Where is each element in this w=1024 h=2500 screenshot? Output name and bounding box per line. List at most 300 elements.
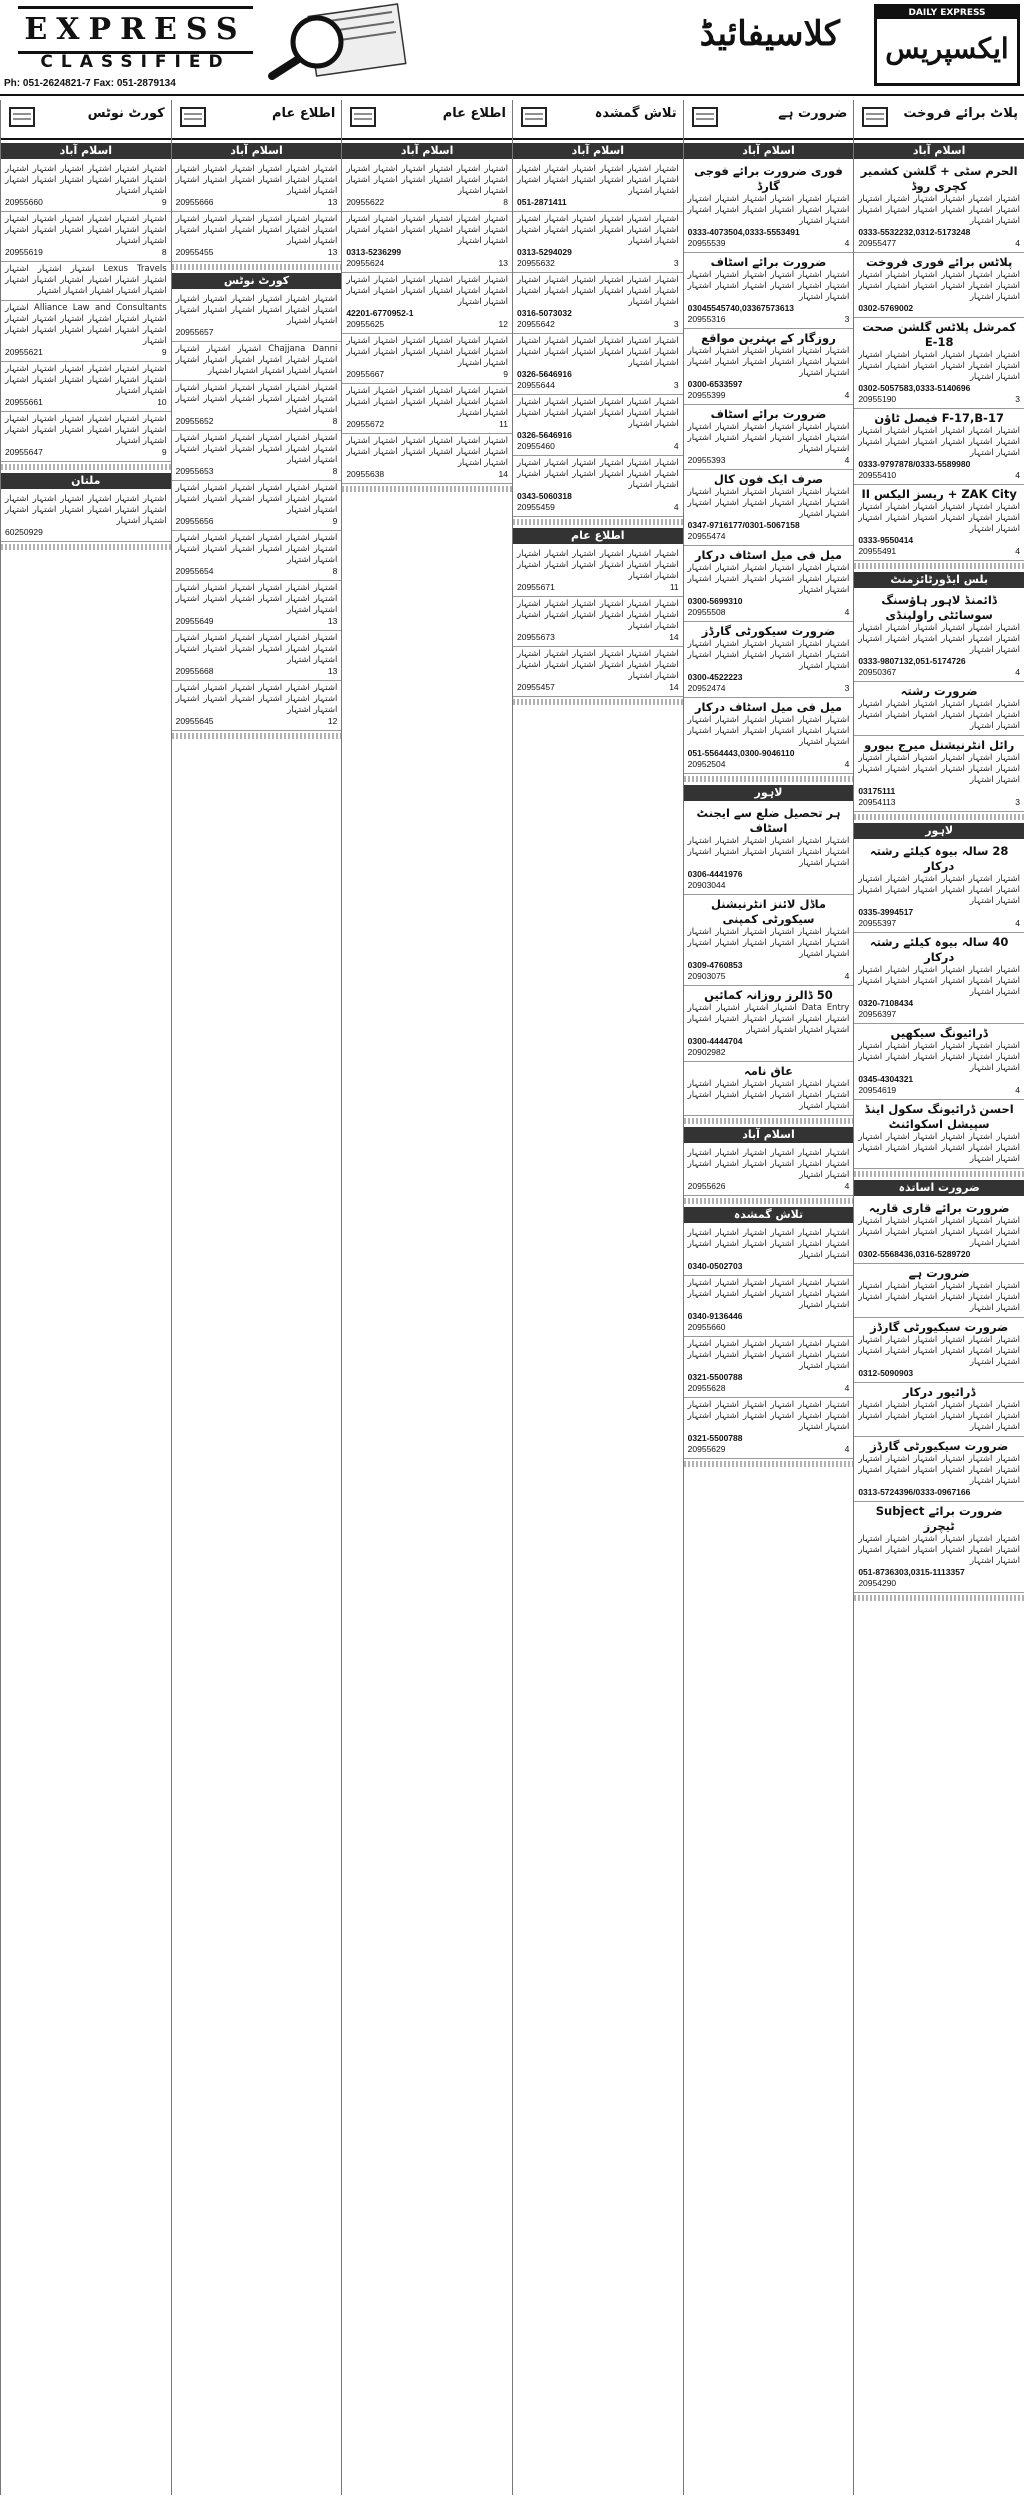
- ad-phone-number: 0302-5769002: [858, 303, 914, 313]
- classified-ad: [513, 212, 683, 273]
- ad-reference-row: [5, 197, 167, 208]
- column-heading: [513, 100, 683, 140]
- classified-ad: [684, 329, 854, 405]
- ad-reference-row: [517, 441, 679, 452]
- ad-word-count: 10: [157, 397, 167, 407]
- ad-phone-number: 03175111: [858, 786, 896, 796]
- column-heading: [172, 100, 342, 140]
- ad-reference-code: 20955668: [175, 666, 214, 676]
- column-title: ضرورت ہے: [778, 106, 848, 121]
- ad-body-text: اشتہار اشتہار اشتہار اشتہار اشتہار اشتہار اشتہار اشتہار اشتہار اشتہار اشتہار اشتہار اشتہار اشتہار: [517, 458, 679, 490]
- ad-phone-number: 051-2871411: [517, 197, 567, 207]
- classified-ad: [1, 212, 171, 262]
- ad-reference-row: [517, 319, 679, 330]
- ad-reference-code: 20955460: [517, 441, 555, 451]
- classified-ad: [854, 1502, 1024, 1593]
- ad-reference-row: [176, 566, 338, 577]
- ad-reference-code: 20955621: [5, 347, 43, 357]
- ad-reference-row: [858, 667, 1020, 678]
- ad-word-count: 9: [161, 197, 167, 207]
- section-divider: [684, 776, 854, 782]
- ad-reference-row: [688, 1047, 850, 1058]
- ad-body-text: اشتہار اشتہار اشتہار اشتہار اشتہار اشتہار اشتہار اشتہار اشتہار اشتہار اشتہار اشتہار اشتہار اشتہار: [858, 965, 1020, 997]
- ad-word-count: 13: [327, 616, 338, 626]
- ad-reference-code: 20955393: [687, 455, 726, 465]
- ad-body-text: اشتہار اشتہار اشتہار اشتہار اشتہار اشتہار اشتہار اشتہار اشتہار اشتہار اشتہار اشتہار اشتہار اشتہار: [346, 214, 508, 246]
- ad-body-text: اشتہار اشتہار اشتہار اشتہار اشتہار اشتہار اشتہار اشتہار اشتہار اشتہار اشتہار اشتہار اشتہار اشتہار: [687, 1228, 850, 1260]
- ad-word-count: 3: [673, 380, 679, 390]
- section-city-label: اسلام آباد: [854, 143, 1024, 159]
- ad-reference-code: 20955672: [346, 419, 385, 429]
- section-city-label: اسلام آباد: [513, 143, 683, 159]
- ad-word-count: 3: [844, 683, 850, 693]
- ad-word-count: 12: [498, 319, 508, 329]
- ad-phone-number: 0343-5060318: [517, 491, 572, 501]
- classified-ad: [172, 342, 342, 381]
- ad-reference-row: [517, 582, 679, 593]
- ad-reference-row: [858, 546, 1020, 557]
- ad-reference-row: [517, 258, 679, 269]
- section-city-label: ضرورت اساتذہ: [854, 1180, 1024, 1196]
- ad-headline: صرف ایک فون کال: [713, 472, 824, 486]
- ad-reference-code: 20955626: [687, 1181, 726, 1191]
- ad-body-text: اشتہار اشتہار اشتہار اشتہار اشتہار اشتہار اشتہار اشتہار اشتہار اشتہار اشتہار اشتہار اشتہار اشتہار: [5, 364, 167, 396]
- ad-body-text: اشتہار اشتہار اشتہار اشتہار اشتہار اشتہار اشتہار اشتہار اشتہار اشتہار اشتہار اشتہار اشتہار اشتہار: [858, 699, 1020, 731]
- ad-phone-number: 0333-9797878/0333-5589980: [858, 459, 971, 469]
- express-logo: [874, 4, 1020, 86]
- classified-column: [853, 100, 1024, 2495]
- classified-ad: [684, 1276, 854, 1337]
- ad-reference-code: 20955649: [175, 616, 214, 626]
- ad-body-text: اشتہار اشتہار اشتہار اشتہار اشتہار اشتہار اشتہار اشتہار اشتہار اشتہار اشتہار اشتہار اشتہار اشتہار: [687, 487, 850, 519]
- ad-body-text: اشتہار اشتہار اشتہار اشتہار اشتہار اشتہار اشتہار اشتہار اشتہار اشتہار اشتہار اشتہار اشتہار اشتہار: [858, 1335, 1020, 1367]
- classified-column: [512, 100, 683, 2495]
- ad-phone-number: 0306-4441976: [687, 869, 743, 879]
- ad-word-count: 14: [669, 632, 679, 642]
- classified-ad: [342, 384, 512, 434]
- ad-headline: 50 ڈالرز روزانہ کمائیں: [704, 988, 833, 1002]
- ad-word-count: 8: [161, 247, 167, 257]
- ad-phone-number: 0340-9136446: [687, 1311, 743, 1321]
- classified-column: [341, 100, 512, 2495]
- ad-reference-row: [346, 197, 508, 208]
- ad-body-text: اشتہار اشتہار اشتہار اشتہار اشتہار اشتہار اشتہار اشتہار اشتہار اشتہار اشتہار اشتہار اشتہار اشتہار: [687, 563, 850, 595]
- ad-reference-code: 20955654: [175, 566, 214, 576]
- column-title: پلاٹ برائے فروخت: [903, 106, 1018, 121]
- ad-headline: ہر تحصیل ضلع سے ایجنٹ اسٹاف: [696, 806, 841, 835]
- ad-word-count: 14: [498, 469, 508, 479]
- ad-reference-code: 20955652: [175, 416, 214, 426]
- ad-phone-number: 0340-0502703: [687, 1261, 743, 1271]
- ad-reference-row: [346, 469, 508, 480]
- ad-reference-row: [688, 314, 850, 325]
- ad-reference-row: [346, 319, 508, 330]
- ad-headline: 40 سالہ بیوہ کیلئے رشتہ درکار: [869, 935, 1009, 964]
- ad-reference-row: [688, 238, 850, 249]
- ad-body-text: اشتہار اشتہار اشتہار اشتہار اشتہار اشتہار اشتہار اشتہار اشتہار اشتہار اشتہار اشتہار اشتہار اشتہار: [687, 346, 850, 378]
- ad-phone-number: 42201-6770952-1: [346, 308, 414, 318]
- ad-reference-code: 20952474: [687, 683, 726, 693]
- column-heading: [854, 100, 1024, 140]
- section-divider: [513, 699, 683, 705]
- classified-ad: [1, 262, 171, 301]
- ad-reference-code: 20955622: [346, 197, 385, 207]
- column-title: اطلاع عام: [272, 106, 336, 121]
- ad-reference-row: [346, 419, 508, 430]
- ad-word-count: 4: [1015, 918, 1020, 928]
- ad-body-text: اشتہار اشتہار اشتہار اشتہار اشتہار اشتہار اشتہار اشتہار اشتہار اشتہار اشتہار اشتہار اشتہار اشتہار: [346, 436, 508, 468]
- classified-ad: [513, 597, 683, 647]
- classified-ad: [172, 531, 342, 581]
- ad-body-text: اشتہار اشتہار اشتہار اشتہار اشتہار اشتہار اشتہار اشتہار اشتہار اشتہار اشتہار اشتہار اشتہار اشتہار: [175, 383, 338, 415]
- classified-ad: [854, 1318, 1024, 1383]
- section-divider: [854, 1171, 1024, 1177]
- ad-body-text: اشتہار اشتہار اشتہار اشتہار اشتہار اشتہار اشتہار اشتہار اشتہار اشتہار اشتہار اشتہار اشتہار اشتہار: [858, 874, 1020, 906]
- classified-column: [683, 100, 854, 2495]
- ad-body-text: اشتہار اشتہار اشتہار اشتہار اشتہار اشتہار اشتہار اشتہار اشتہار اشتہار اشتہار اشتہار اشتہار اشتہار: [5, 164, 167, 196]
- ad-reference-code: 20903075: [687, 971, 726, 981]
- classified-ad: [854, 1100, 1024, 1169]
- ad-word-count: 3: [673, 258, 679, 268]
- ad-body-text: اشتہار اشتہار اشتہار اشتہار اشتہار اشتہار اشتہار اشتہار اشتہار اشتہار اشتہار اشتہار اشتہار اشتہار: [517, 649, 679, 681]
- ad-word-count: 3: [673, 319, 679, 329]
- ad-phone-number: 0300-5699310: [687, 596, 743, 606]
- ad-word-count: 4: [1015, 470, 1020, 480]
- ad-headline: ضرورت برائے اسٹاف: [710, 255, 827, 269]
- ad-body-text: Chajjana Danni اشتہار اشتہار اشتہار اشتہار اشتہار اشتہار اشتہار اشتہار اشتہار اشتہار اشتہار اشتہار اشتہار اشتہار: [175, 344, 338, 376]
- ad-reference-row: [688, 1322, 850, 1333]
- ad-body-text: اشتہار اشتہار اشتہار اشتہار اشتہار اشتہار اشتہار اشتہار اشتہار اشتہار اشتہار اشتہار اشتہار اشتہار: [858, 1041, 1020, 1073]
- ad-phone-number: 0302-5568436,0316-5289720: [858, 1249, 971, 1259]
- ad-reference-row: [346, 258, 508, 269]
- ad-phone-number: 0313-5236299: [346, 247, 402, 257]
- ad-reference-code: 20955666: [175, 197, 214, 207]
- classified-ad: [1, 492, 171, 542]
- ad-reference-row: [688, 390, 850, 401]
- classified-ad: [684, 698, 854, 774]
- section-city-label: اسلام آباد: [172, 143, 342, 159]
- ad-headline: 28 سالہ بیوہ کیلئے رشتہ درکار: [869, 844, 1009, 873]
- ad-reference-code: 20955491: [858, 546, 897, 556]
- column-heading: [684, 100, 854, 140]
- ad-headline: ضرورت ہے: [908, 1266, 970, 1280]
- ad-word-count: 4: [844, 1181, 850, 1191]
- ad-phone-number: 0316-5073032: [517, 308, 572, 318]
- ad-body-text: Data Entry اشتہار اشتہار اشتہار اشتہار اشتہار اشتہار اشتہار اشتہار اشتہار اشتہار اشتہار اشتہار اشتہار اشتہار: [687, 1003, 850, 1035]
- wanted-sign-icon: [690, 104, 720, 130]
- ad-reference-row: [688, 683, 850, 694]
- ad-word-count: 4: [844, 1444, 850, 1454]
- ad-phone-number: 0333-4073504,0333-5553491: [687, 227, 800, 237]
- classified-ad: [684, 1337, 854, 1398]
- classified-ad: [854, 1437, 1024, 1502]
- ad-headline: میل فی میل اسٹاف درکار: [694, 548, 843, 562]
- ad-body-text: اشتہار اشتہار اشتہار اشتہار اشتہار اشتہار اشتہار اشتہار اشتہار اشتہار اشتہار اشتہار اشتہار اشتہار: [346, 336, 508, 368]
- ad-reference-row: [176, 197, 338, 208]
- ad-body-text: اشتہار اشتہار اشتہار اشتہار اشتہار اشتہار اشتہار اشتہار اشتہار اشتہار اشتہار اشتہار اشتہار اشتہار: [5, 214, 167, 246]
- ad-body-text: اشتہار اشتہار اشتہار اشتہار اشتہار اشتہار اشتہار اشتہار اشتہار اشتہار اشتہار اشتہار اشتہار اشتہار: [687, 422, 850, 454]
- masthead-subtitle: CLASSIFIED: [40, 52, 231, 72]
- column-title: تلاش گمشدہ: [594, 106, 677, 121]
- ad-body-text: اشتہار اشتہار اشتہار اشتہار اشتہار اشتہار اشتہار اشتہار اشتہار اشتہار اشتہار اشتہار اشتہار اشتہار: [858, 350, 1020, 382]
- section-city-label: لاہور: [854, 823, 1024, 839]
- ad-headline: روزگار کے بہترین مواقع: [701, 331, 836, 345]
- ad-reference-row: [176, 466, 338, 477]
- ad-reference-code: 20955539: [687, 238, 726, 248]
- ad-reference-code: 20955660: [687, 1322, 726, 1332]
- ad-reference-code: 20955619: [5, 247, 43, 257]
- ad-word-count: 9: [332, 516, 338, 526]
- ad-body-text: اشتہار اشتہار اشتہار اشتہار اشتہار اشتہار اشتہار اشتہار اشتہار اشتہار اشتہار اشتہار اشتہار اشتہار: [858, 1132, 1020, 1164]
- classified-ad: [513, 395, 683, 456]
- megaphone-icon: [178, 104, 208, 130]
- classified-ad: [1, 362, 171, 412]
- ad-reference-code: 20955645: [175, 716, 214, 726]
- classified-ad: [172, 381, 342, 431]
- classified-ad: [854, 933, 1024, 1024]
- classified-ad: [854, 1199, 1024, 1264]
- ad-reference-row: [688, 759, 850, 770]
- ad-body-text: اشتہار اشتہار اشتہار اشتہار اشتہار اشتہار اشتہار اشتہار اشتہار اشتہار اشتہار اشتہار اشتہار اشتہار: [858, 753, 1020, 785]
- ad-reference-code: 20902982: [687, 1047, 726, 1057]
- ad-reference-code: 20954290: [858, 1578, 897, 1588]
- ad-word-count: 3: [1015, 797, 1020, 807]
- ad-reference-code: 20955629: [687, 1444, 726, 1454]
- classified-ad: [1, 412, 171, 462]
- ad-body-text: اشتہار اشتہار اشتہار اشتہار اشتہار اشتہار اشتہار اشتہار اشتہار اشتہار اشتہار اشتہار اشتہار اشتہار: [175, 683, 338, 715]
- ad-word-count: 3: [1015, 394, 1020, 404]
- ad-reference-code: 20955316: [687, 314, 726, 324]
- ad-reference-code: 20955671: [517, 582, 555, 592]
- logo-text: ایکسپریس: [885, 32, 1009, 65]
- ad-reference-code: 20955644: [517, 380, 555, 390]
- section-divider: [684, 1118, 854, 1124]
- ad-reference-code: 20955455: [175, 247, 214, 257]
- ad-reference-code: 20950367: [858, 667, 897, 677]
- ad-phone-number: 0347-9716177/0301-5067158: [687, 520, 800, 530]
- classified-ad: [854, 1383, 1024, 1437]
- classified-ad: [684, 405, 854, 470]
- magnifier-newspaper-icon: [262, 2, 412, 80]
- ad-body-text: Alliance Law and Consultants اشتہار اشتہار اشتہار اشتہار اشتہار اشتہار اشتہار اشتہار اشتہار اشتہار اشتہار اشتہار اشتہار اشتہار: [5, 303, 167, 346]
- ad-word-count: 8: [332, 566, 338, 576]
- ad-phone-number: 0312-5090903: [858, 1368, 914, 1378]
- ad-phone-number: 0345-4304321: [858, 1074, 914, 1084]
- ad-reference-row: [858, 394, 1020, 405]
- ad-body-text: اشتہار اشتہار اشتہار اشتہار اشتہار اشتہار اشتہار اشتہار اشتہار اشتہار اشتہار اشتہار اشتہار اشتہار: [858, 270, 1020, 302]
- ad-word-count: 3: [844, 314, 850, 324]
- section-city-label: اطلاع عام: [513, 528, 683, 544]
- ad-reference-code: 20955632: [517, 258, 555, 268]
- ad-body-text: اشتہار اشتہار اشتہار اشتہار اشتہار اشتہار اشتہار اشتہار اشتہار اشتہار اشتہار اشتہار اشتہار اشتہار: [517, 549, 679, 581]
- ad-reference-row: [858, 918, 1020, 929]
- classified-ad: [342, 162, 512, 212]
- ad-body-text: اشتہار اشتہار اشتہار اشتہار اشتہار اشتہار اشتہار اشتہار اشتہار اشتہار اشتہار اشتہار اشتہار اشتہار: [687, 639, 850, 671]
- ad-phone-number: 0300-6533597: [687, 379, 743, 389]
- classified-ad: [172, 481, 342, 531]
- ad-headline: ڈائمنڈ لاہور ہاؤسنگ سوسائٹی راولپنڈی: [881, 593, 997, 622]
- classified-ad: [684, 470, 854, 546]
- classified-ad: [172, 681, 342, 731]
- classified-ad: [684, 253, 854, 329]
- classified-ad: [513, 547, 683, 597]
- masthead-rule: [0, 94, 1024, 96]
- ad-word-count: 13: [327, 666, 338, 676]
- for-sale-sign-icon: [860, 104, 890, 130]
- ad-reference-row: [858, 1085, 1020, 1096]
- ad-body-text: اشتہار اشتہار اشتہار اشتہار اشتہار اشتہار اشتہار اشتہار اشتہار اشتہار اشتہار اشتہار اشتہار اشتہار: [858, 1534, 1020, 1566]
- classified-ad: [854, 485, 1024, 561]
- ad-word-count: 13: [327, 197, 338, 207]
- column-heading: [342, 100, 512, 140]
- ad-word-count: 4: [844, 607, 850, 617]
- ad-reference-row: [176, 416, 338, 427]
- ad-body-text: اشتہار اشتہار اشتہار اشتہار اشتہار اشتہار اشتہار اشتہار اشتہار اشتہار اشتہار اشتہار اشتہار اشتہار: [175, 433, 338, 465]
- ad-word-count: 8: [332, 466, 338, 476]
- section-city-label: اسلام آباد: [684, 143, 854, 159]
- ad-body-text: اشتہار اشتہار اشتہار اشتہار اشتہار اشتہار اشتہار اشتہار اشتہار اشتہار اشتہار اشتہار اشتہار اشتہار: [687, 715, 850, 747]
- masthead-title: EXPRESS: [18, 6, 253, 54]
- classified-ad: [854, 1264, 1024, 1318]
- ad-reference-row: [858, 1009, 1020, 1020]
- classified-ad: [513, 456, 683, 517]
- classified-ad: [172, 581, 342, 631]
- ad-phone-number: 0321-5500788: [687, 1372, 743, 1382]
- ad-reference-row: [176, 516, 338, 527]
- ad-reference-code: 20955642: [517, 319, 555, 329]
- ad-reference-code: 20955660: [5, 197, 43, 207]
- ad-phone-number: 051-8736303,0315-1113357: [858, 1567, 965, 1577]
- ad-word-count: 8: [503, 197, 508, 207]
- section-divider: [172, 733, 342, 739]
- ad-word-count: 4: [673, 441, 679, 451]
- ad-body-text: اشتہار اشتہار اشتہار اشتہار اشتہار اشتہار اشتہار اشتہار اشتہار اشتہار اشتہار اشتہار اشتہار اشتہار: [175, 214, 338, 246]
- ad-body-text: اشتہار اشتہار اشتہار اشتہار اشتہار اشتہار اشتہار اشتہار اشتہار اشتہار اشتہار اشتہار اشتہار اشتہار: [858, 426, 1020, 458]
- ad-reference-code: 20955477: [858, 238, 897, 248]
- ad-word-count: 4: [844, 390, 850, 400]
- ad-headline: ڈرائیور درکار: [902, 1385, 976, 1399]
- section-city-label: ملتان: [1, 473, 171, 489]
- ad-reference-code: 60250929: [5, 527, 43, 537]
- ad-reference-row: [688, 1181, 850, 1192]
- classified-ad: [854, 842, 1024, 933]
- section-divider: [1, 544, 171, 550]
- ad-reference-code: 20955190: [858, 394, 897, 404]
- classified-column: [0, 100, 171, 2495]
- ad-word-count: 4: [844, 1383, 850, 1393]
- ad-reference-code: 20955508: [687, 607, 726, 617]
- ad-headline: میل فی میل اسٹاف درکار: [694, 700, 843, 714]
- ad-body-text: اشتہار اشتہار اشتہار اشتہار اشتہار اشتہار اشتہار اشتہار اشتہار اشتہار اشتہار اشتہار اشتہار اشتہار: [858, 1281, 1020, 1313]
- section-city-label: لاہور: [684, 785, 854, 801]
- ad-headline: ضرورت برائے قاری قاریہ: [868, 1201, 1010, 1215]
- ad-reference-code: 20955459: [517, 502, 555, 512]
- classified-column: [171, 100, 342, 2495]
- ad-body-text: اشتہار اشتہار اشتہار اشتہار اشتہار اشتہار اشتہار اشتہار اشتہار اشتہار اشتہار اشتہار اشتہار اشتہار: [687, 1400, 850, 1432]
- ad-word-count: 4: [844, 971, 850, 981]
- ad-reference-code: 20955399: [687, 390, 726, 400]
- ad-reference-row: [688, 880, 850, 891]
- ad-headline: پلاٹس برائے فوری فروخت: [866, 255, 1013, 269]
- ad-reference-row: [5, 347, 167, 358]
- classified-ad: [684, 804, 854, 895]
- ad-body-text: اشتہار اشتہار اشتہار اشتہار اشتہار اشتہار اشتہار اشتہار اشتہار اشتہار اشتہار اشتہار اشتہار اشتہار: [687, 1339, 850, 1371]
- classified-ad: [684, 546, 854, 622]
- classified-ad: [854, 318, 1024, 409]
- ad-reference-row: [688, 1383, 850, 1394]
- ad-word-count: 4: [1015, 238, 1020, 248]
- section-divider: [342, 486, 512, 492]
- ad-body-text: اشتہار اشتہار اشتہار اشتہار اشتہار اشتہار اشتہار اشتہار اشتہار اشتہار اشتہار اشتہار اشتہار اشتہار: [517, 336, 679, 368]
- classified-ad: [684, 986, 854, 1062]
- ad-headline: احسن ڈرائیونگ سکول اینڈ سپیشل اسکوائنٹ: [864, 1102, 1014, 1131]
- classified-ad: [172, 292, 342, 342]
- classified-ad: [342, 273, 512, 334]
- ad-word-count: 11: [669, 582, 679, 592]
- classified-ad: [172, 162, 342, 212]
- ad-word-count: 4: [844, 759, 850, 769]
- ad-phone-number: 0333-9550414: [858, 535, 914, 545]
- section-divider: [172, 264, 342, 270]
- classified-ad: [854, 409, 1024, 485]
- ad-headline: ضرورت رشتہ: [900, 684, 978, 698]
- section-divider: [854, 563, 1024, 569]
- ad-body-text: اشتہار اشتہار اشتہار اشتہار اشتہار اشتہار اشتہار اشتہار اشتہار اشتہار اشتہار اشتہار اشتہار اشتہار: [858, 1216, 1020, 1248]
- ad-phone-number: 0326-5646916: [517, 430, 572, 440]
- ad-body-text: اشتہار اشتہار اشتہار اشتہار اشتہار اشتہار اشتہار اشتہار اشتہار اشتہار اشتہار اشتہار اشتہار اشتہار: [175, 483, 338, 515]
- ad-reference-row: [5, 397, 167, 408]
- ad-headline: ضرورت سیکیورٹی گارڈز: [870, 1439, 1009, 1453]
- classified-ad: [854, 253, 1024, 318]
- ad-headline: ضرورت برائے Subject ٹیچرز: [875, 1504, 1003, 1533]
- courthouse-icon: [7, 104, 37, 130]
- ad-body-text: اشتہار اشتہار اشتہار اشتہار اشتہار اشتہار اشتہار اشتہار اشتہار اشتہار اشتہار اشتہار اشتہار اشتہار: [858, 194, 1020, 226]
- ad-body-text: اشتہار اشتہار اشتہار اشتہار اشتہار اشتہار اشتہار اشتہار اشتہار اشتہار اشتہار اشتہار اشتہار اشتہار: [687, 1079, 850, 1111]
- classified-ad: [684, 622, 854, 698]
- ad-phone-number: 051-5564443,0300-9046110: [687, 748, 795, 758]
- ad-reference-code: 20955410: [858, 470, 897, 480]
- section-divider: [1, 464, 171, 470]
- classified-ad: [684, 895, 854, 986]
- ad-reference-code: 20955667: [346, 369, 385, 379]
- classified-ad: [684, 1226, 854, 1276]
- ad-word-count: 4: [1015, 546, 1020, 556]
- ad-reference-row: [5, 247, 167, 258]
- ad-reference-code: 20955647: [5, 447, 43, 457]
- ad-body-text: اشتہار اشتہار اشتہار اشتہار اشتہار اشتہار اشتہار اشتہار اشتہار اشتہار اشتہار اشتہار اشتہار اشتہار: [858, 1454, 1020, 1486]
- ad-reference-row: [688, 455, 850, 466]
- classified-ad: [684, 1398, 854, 1459]
- ad-word-count: 14: [669, 682, 679, 692]
- ad-body-text: اشتہار اشتہار اشتہار اشتہار اشتہار اشتہار اشتہار اشتہار اشتہار اشتہار اشتہار اشتہار اشتہار اشتہار: [175, 294, 338, 326]
- ad-reference-row: [517, 502, 679, 513]
- ad-reference-row: [176, 247, 338, 258]
- ad-word-count: 4: [844, 455, 850, 465]
- ad-headline: عاق نامہ: [744, 1064, 793, 1078]
- ad-headline: ڈرائیونگ سیکھیں: [890, 1026, 988, 1040]
- ad-reference-code: 20954113: [858, 797, 896, 807]
- section-divider: [854, 814, 1024, 820]
- ad-phone-number: 0326-5646916: [517, 369, 572, 379]
- section-divider: [854, 1595, 1024, 1601]
- ad-word-count: 4: [844, 238, 850, 248]
- classified-ad: [854, 682, 1024, 736]
- ad-phone-number: 0333-5532232,0312-5173248: [858, 227, 971, 237]
- classified-ad: [1, 162, 171, 212]
- ad-body-text: اشتہار اشتہار اشتہار اشتہار اشتہار اشتہار اشتہار اشتہار اشتہار اشتہار اشتہار اشتہار اشتہار اشتہار: [5, 494, 167, 526]
- classified-ad: [684, 162, 854, 253]
- ad-word-count: 11: [499, 419, 508, 429]
